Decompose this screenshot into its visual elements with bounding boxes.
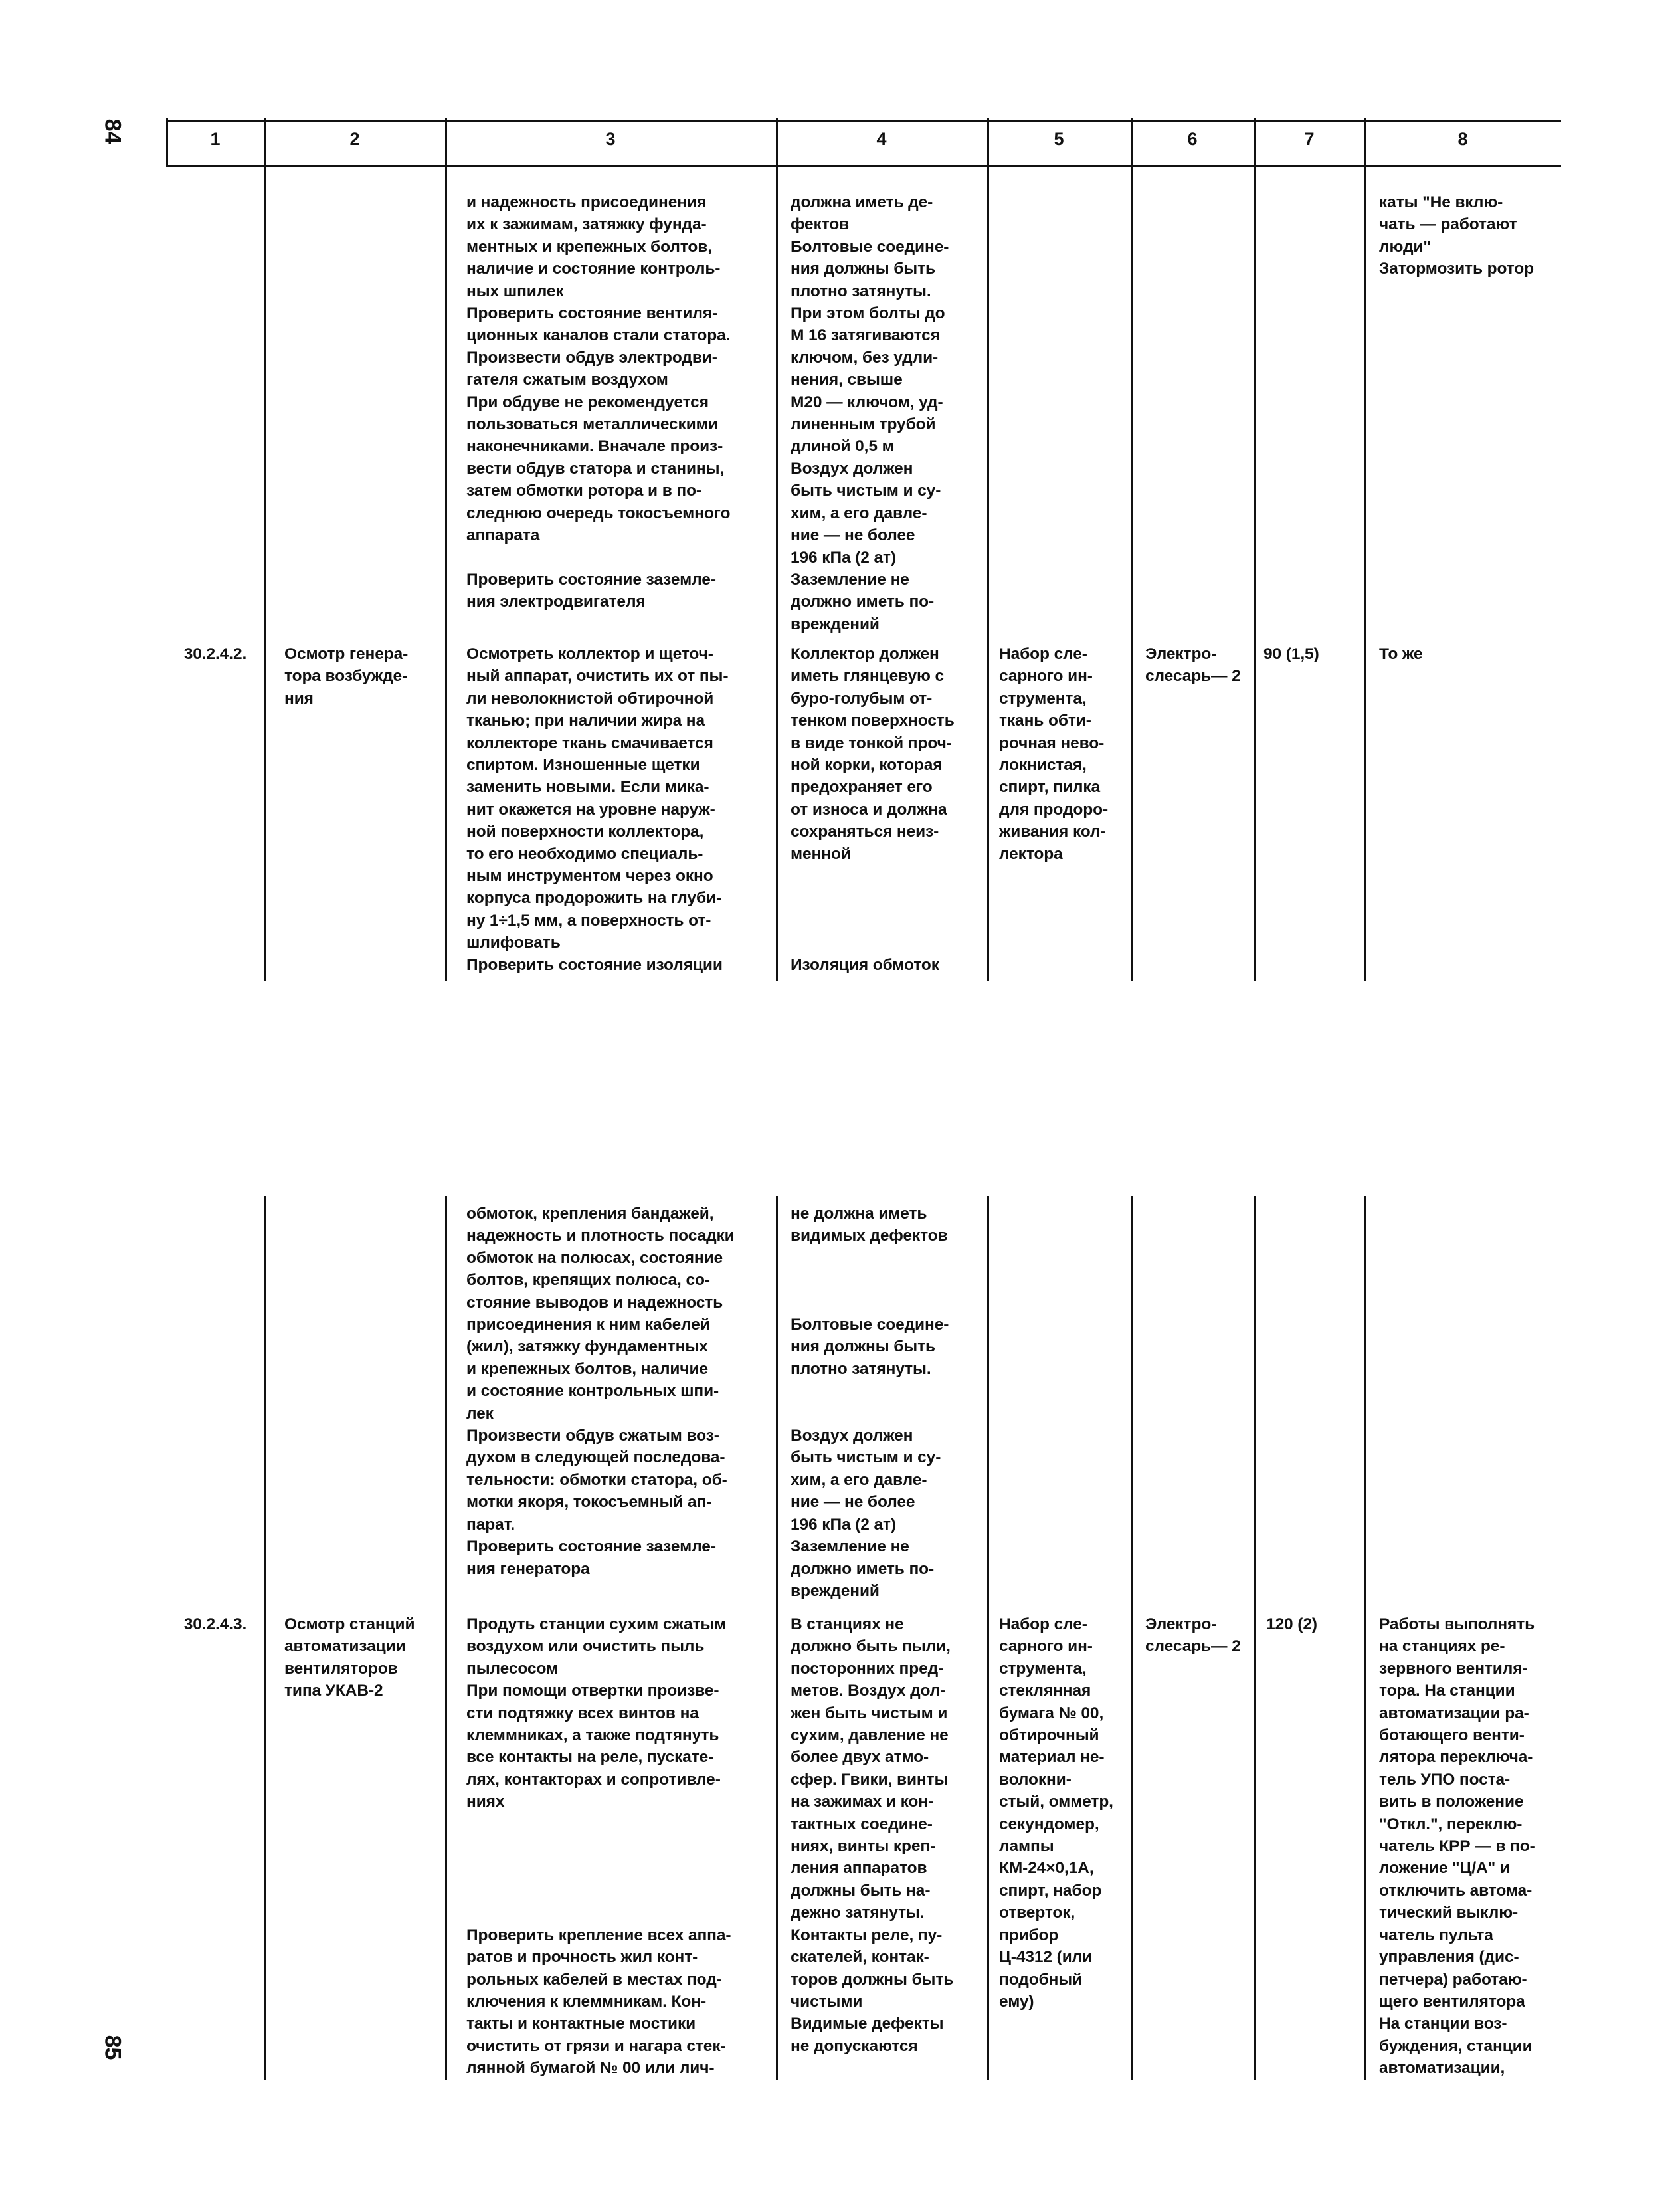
header-col-8: 8	[1457, 129, 1468, 149]
page-number-bottom: 85	[100, 2035, 126, 2060]
table-block-top	[166, 118, 1561, 982]
col-divider	[1364, 1196, 1366, 2080]
col-divider	[1254, 118, 1256, 981]
cell-personnel: Электро- слесарь— 2	[1145, 645, 1241, 686]
col-divider	[1254, 1196, 1256, 2080]
col-divider	[987, 1196, 989, 2080]
col-divider	[445, 1196, 447, 2080]
header-col-1: 1	[210, 129, 221, 149]
cell-requirement: Коллектор должен иметь глянцевую с буро-голубым от- тенком поверхность в виде тонкой проч- ной корки, которая предохраняет его от износа и должна сохраняться неиз- менной Изоляция обмоток	[791, 645, 955, 974]
cell-work-name: Осмотр генера- тора возбужде- ния	[284, 645, 409, 708]
header-bottom-rule	[166, 165, 1561, 167]
header-col-4: 4	[876, 129, 887, 149]
col-divider	[776, 118, 778, 981]
header-col-3: 3	[605, 129, 616, 149]
header-col-5: 5	[1054, 129, 1064, 149]
header-col-2: 2	[349, 129, 360, 149]
col-divider	[264, 118, 266, 981]
cell-procedure-cont: и надежность присоединения их к зажимам, затяжку фунда- ментных и крепежных болтов, наличие и состояние контроль- ных шпилек Проверить состояние вентиля- ционных каналов стали статора. Произвести обдув электродви- гателя сжатым воздухом При обдуве не рекомендуется пользоваться металлическими наконечниками. Вначале произ- вести обдув статора и станины, затем обмотки ротора и в по- следнюю очередь токосъемного аппарата Проверить состояние заземле- ния электродвигателя	[466, 193, 731, 611]
cell-requirement: В станциях не должно быть пыли, посторонних пред- метов. Воздух дол- жен быть чистым и сухим, давление не более двух атмо- сфер. Гвики, винты на зажимах и кон- тактных соедине- ниях, винты креп- ления аппаратов должны быть на- дежно затянуты. Контакты реле, пу- скателей, контак- торов должны быть чистыми Видимые дефекты не допускаются	[791, 1615, 954, 2055]
cell-notes-cont: каты "Не вклю- чать — работают люди" Затормозить ротор	[1379, 193, 1535, 278]
cell-procedure: Продуть станции сухим сжатым воздухом или очистить пыль пылесосом При помощи отвертки произве- сти подтяжку всех винтов на клеммниках, а также подтянуть все контакты на реле, пускате- лях, контакторах и сопротивле- ниях Проверить крепление всех аппа- ратов и прочность жил конт- рольных кабелей в местах под- ключения к клеммникам. Кон- такты и контактные мостики очистить от грязи и нагара стек- лянной бумагой № 00 или лич-	[466, 1615, 731, 2078]
cell-requirement-cont: должна иметь де- фектов Болтовые соедине- ния должны быть плотно затянуты. При этом болты до М 16 затягиваются ключом, без удли- нения, свыше М20 — ключом, уд- линенным трубой длиной 0,5 м Воздух должен быть чистым и су- хим, а его давле- ние — не более 196 кПа (2 ат) Заземление не должно иметь по- вреждений	[791, 193, 949, 633]
page-number-top: 84	[100, 118, 126, 144]
cell-time: 90 (1,5)	[1263, 645, 1319, 663]
col-divider	[776, 1196, 778, 2080]
cell-procedure-cont: обмоток, крепления бандажей, надежность и плотность посадки обмоток на полюсах, состояние болтов, крепящих полюса, со- стояние выводов и надежность присоединения к ним кабелей (жил), затяжку фундаментных и крепежных болтов, наличие и состояние контрольных шпи- лек Произвести обдув сжатым воз- духом в следующей последова- тельности: обмотки статора, об- мотки якоря, токосъемный ап- парат. Проверить состояние заземле- ния генератора	[466, 1205, 735, 1578]
cell-requirement-cont: не должна иметь видимых дефектов Болтовые соедине- ния должны быть плотно затянуты. Воздух должен быть чистым и су- хим, а его давле- ние — не более 196 кПа (2 ат) Заземление не должно иметь по- вреждений	[791, 1205, 949, 1600]
cell-procedure: Осмотреть коллектор и щеточ- ный аппарат, очистить их от пы- ли неволокнистой обтирочной тканью; при наличии жира на коллекторе ткань смачивается спиртом. Изношенные щетки заменить новыми. Если мика- нит окажется на уровне наруж- ной поверхности коллектора, то его необходимо специаль- ным инструментом через окно корпуса продорожить на глуби- ну 1÷1,5 мм, а поверхность от- шлифовать Проверить состояние изоляции	[466, 645, 729, 974]
table-top-rule	[166, 120, 1561, 122]
cell-tools: Набор сле- сарного ин- струмента, стеклянная бумага № 00, обтирочный материал не- волокни- стый, омметр, секундомер, лампы КМ-24×0,1А, спирт, набор отверток, прибор Ц-4312 (или подобный ему)	[999, 1615, 1113, 2011]
header-col-7: 7	[1304, 129, 1315, 149]
col-divider	[1131, 1196, 1133, 2080]
cell-time: 120 (2)	[1266, 1615, 1317, 1633]
col-divider	[445, 118, 447, 981]
cell-notes: То же	[1379, 645, 1423, 663]
col-divider	[1364, 118, 1366, 981]
cell-item-number: 30.2.4.3.	[183, 1615, 247, 1633]
cell-tools: Набор сле- сарного ин- струмента, ткань обти- рочная нево- локнистая, спирт, пилка для продоро- живания кол- лектора	[999, 645, 1109, 863]
cell-personnel: Электро- слесарь— 2	[1145, 1615, 1241, 1656]
table-block-bottom	[166, 1196, 1561, 2080]
cell-work-name: Осмотр станций автоматизации вентиляторов типа УКАВ-2	[284, 1615, 415, 1700]
header-col-6: 6	[1187, 129, 1198, 149]
cell-item-number: 30.2.4.2.	[183, 645, 247, 663]
cell-notes: Работы выполнять на станциях ре- зервного вентиля- тора. На станции автоматизации ра- ботающего венти- лятора переключа- тель УПО поста- вить в положение "Откл.", переклю- чатель КРР — в по- ложение "Ц/А" и отключить автома- тический выклю- чатель пульта управления (дис- петчера) работаю- щего вентилятора На станции воз- буждения, станции автоматизации,	[1379, 1615, 1535, 2078]
col-divider	[987, 118, 989, 981]
col-divider	[1131, 118, 1133, 981]
col-divider	[264, 1196, 266, 2080]
